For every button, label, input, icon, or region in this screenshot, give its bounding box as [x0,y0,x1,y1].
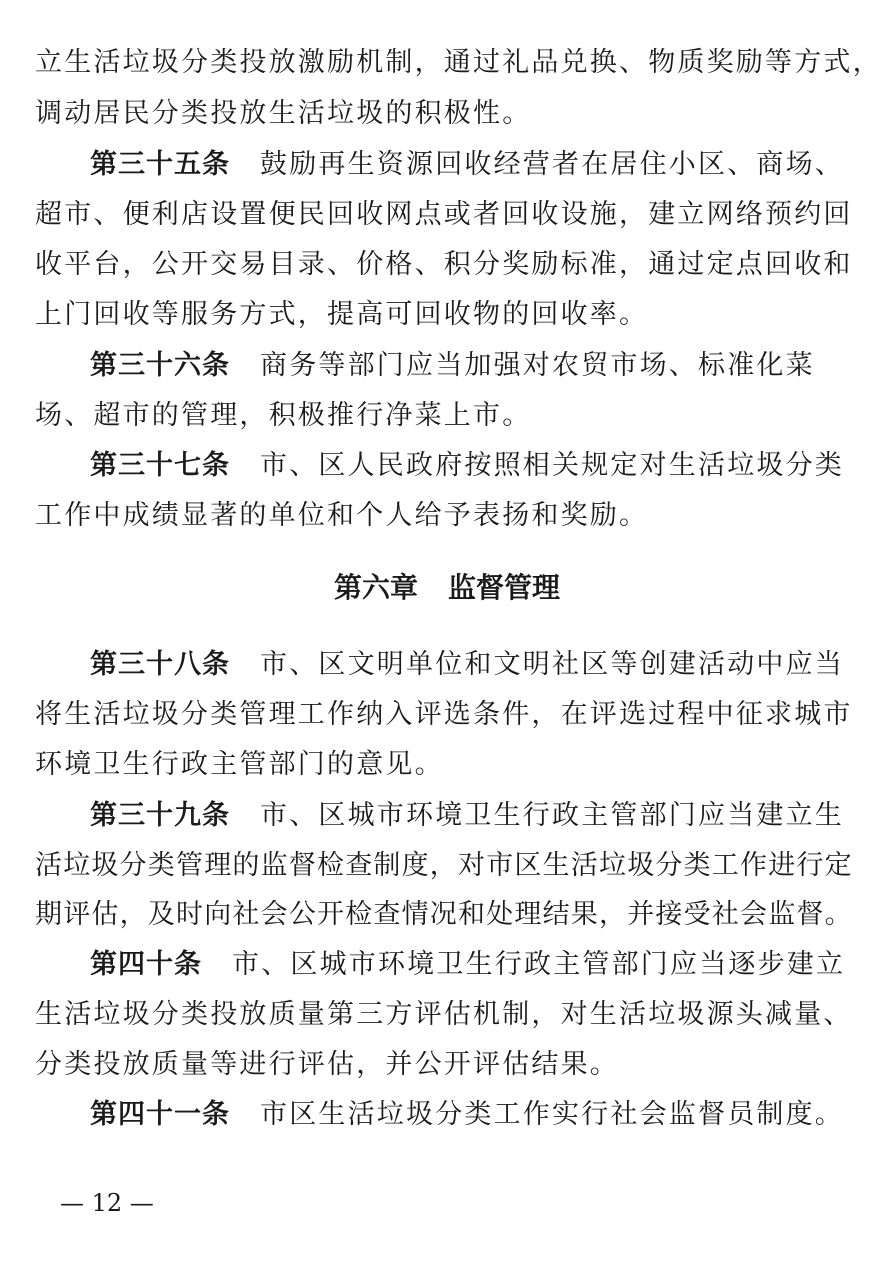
paragraph-line: 工作中成绩显著的单位和个人给予表扬和奖励。 [35,500,649,531]
paragraph-line: 环境卫生行政主管部门的意见。 [35,749,444,780]
paragraph-line: 收平台，公开交易目录、价格、积分奖励标准，通过定点回收和 [35,249,853,280]
paragraph-line: 立生活垃圾分类投放激励机制，通过礼品兑换、物质奖励等方式， [35,47,882,78]
article-text: 商务等部门应当加强对农贸市场、标准化菜 [260,350,815,381]
article-label: 第三十六条 [90,350,230,381]
article-label: 第三十九条 [90,800,230,831]
paragraph-line: 超市、便利店设置便民回收网点或者回收设施，建立网络预约回 [35,199,853,230]
article-label: 第三十五条 [90,149,230,180]
article-text: 市、区城市环境卫生行政主管部门应当建立生 [260,800,844,831]
article-37 [90,449,844,483]
paragraph-line: 期评估，及时向社会公开检查情况和处理结果，并接受社会监督。 [35,899,853,930]
chapter-number: 第六章 [333,571,418,604]
article-label: 第四十一条 [90,1099,230,1130]
paragraph-line: 调动居民分类投放生活垃圾的积极性。 [35,98,532,129]
article-label: 第三十八条 [90,649,230,680]
article-text: 市、区人民政府按照相关规定对生活垃圾分类 [260,450,844,481]
page-number: — 12 — [60,1189,154,1217]
article-38 [90,648,844,682]
article-text: 市、区文明单位和文明社区等创建活动中应当 [260,649,844,680]
article-text: 市区生活垃圾分类工作实行社会监督员制度。 [260,1099,844,1130]
article-text: 市、区城市环境卫生行政主管部门应当逐步建立 [232,949,846,980]
paragraph-line: 分类投放质量等进行评估，并公开评估结果。 [35,1049,619,1080]
paragraph-line: 生活垃圾分类投放质量第三方评估机制，对生活垃圾源头减量、 [35,999,853,1030]
article-41 [90,1098,844,1132]
paragraph-line: 活垃圾分类管理的监督检查制度，对市区生活垃圾分类工作进行定 [35,850,853,881]
paragraph-line: 将生活垃圾分类管理工作纳入评选条件，在评选过程中征求城市 [35,699,853,730]
chapter-title: 监督管理 [448,571,561,604]
paragraph-line: 上门回收等服务方式，提高可回收物的回收率。 [35,299,649,330]
article-label: 第三十七条 [90,450,230,481]
paragraph-line: 场、超市的管理，积极推行净菜上市。 [35,400,532,431]
article-35 [90,148,844,182]
chapter-heading [0,571,894,605]
article-40 [90,948,846,982]
article-label: 第四十条 [90,949,202,980]
article-39 [90,799,844,833]
article-36 [90,349,825,383]
article-text: 鼓励再生资源回收经营者在居住小区、商场、 [260,149,844,180]
